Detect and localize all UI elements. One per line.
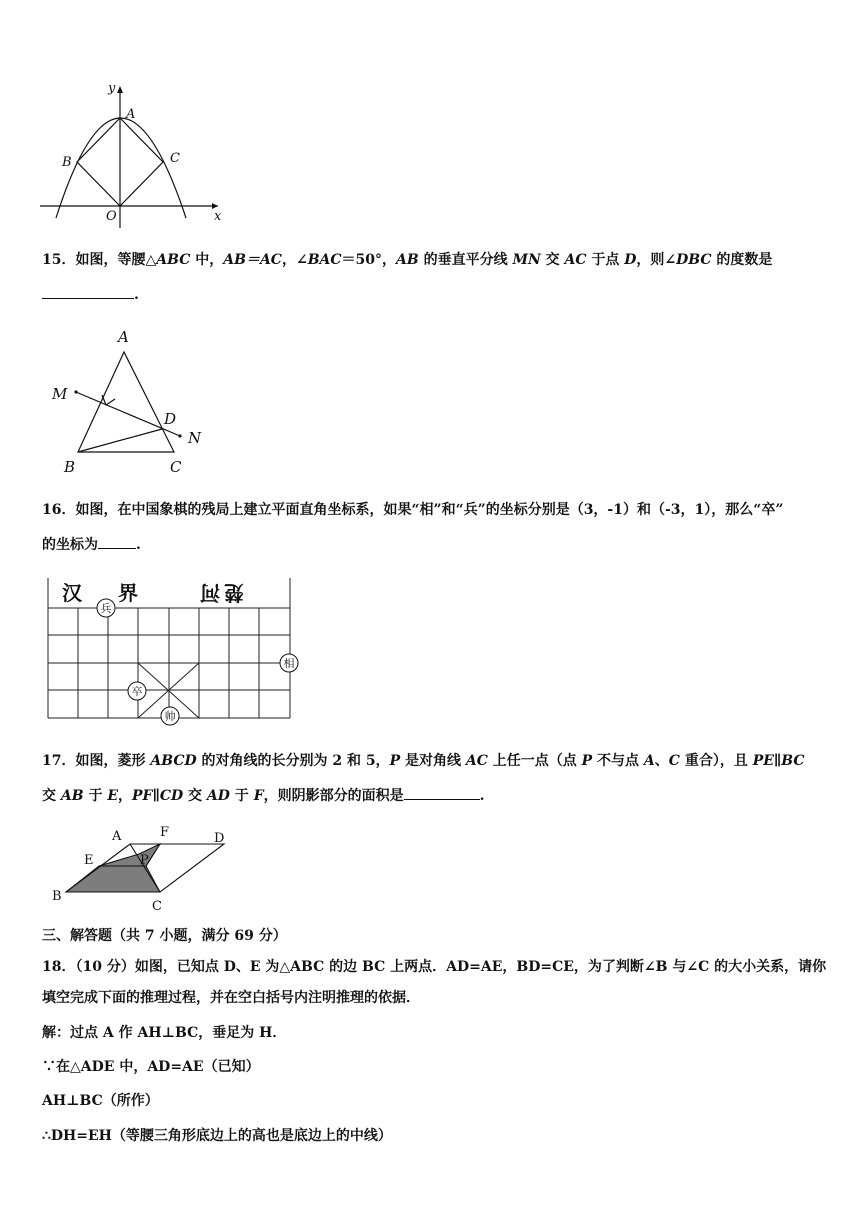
- question-15-answer-line: .: [42, 284, 139, 305]
- label-b: B: [62, 155, 72, 170]
- label-y: y: [108, 81, 116, 96]
- label-a: A: [112, 829, 122, 844]
- y-axis-arrow: [117, 86, 123, 93]
- label-d: D: [164, 410, 177, 428]
- label-n: N: [188, 429, 202, 447]
- label-b: B: [64, 458, 76, 476]
- label-c: C: [170, 151, 180, 166]
- svg-text:兵: 兵: [100, 602, 112, 615]
- question-17-line1: 17．如图，菱形 ABCD 的对角线的长分别为 2 和 5，P 是对角线 AC 上任一点（点 P 不与点 A、C 重合），且 PE∥BC: [42, 753, 805, 769]
- river-char-han: 汉: [62, 581, 82, 605]
- label-o: O: [106, 209, 117, 224]
- figure-chess-board: [40, 576, 310, 726]
- question-17-line2: 交 AB 于 E，PF∥CD 交 AD 于 F，则阴影部分的面积是 .: [42, 785, 485, 806]
- label-a: A: [126, 107, 136, 122]
- question-18-line6: ∴DH=EH（等腰三角形底边上的高也是底边上的中线）: [42, 1128, 392, 1144]
- label-e: E: [84, 853, 94, 868]
- river-char-jie: 界: [118, 581, 138, 605]
- question-18-line4: ∵在△ADE 中，AD=AE（已知）: [42, 1059, 260, 1075]
- question-18-line3: 解：过点 A 作 AH⊥BC，垂足为 H．: [42, 1025, 287, 1041]
- label-p: P: [140, 853, 149, 868]
- answer-blank[interactable]: [42, 284, 134, 299]
- question-18-line2: 填空完成下面的推理过程，并在空白括号内注明推理的依据．: [42, 990, 420, 1006]
- label-d: D: [214, 831, 225, 846]
- svg-text:帅: 帅: [164, 710, 176, 723]
- label-a: A: [118, 328, 129, 346]
- shaded-triangle: [99, 844, 160, 866]
- parabola-curve: [56, 118, 186, 218]
- river-char-he: 河: [200, 581, 220, 605]
- question-16-line1: 16．如图，在中国象棋的残局上建立平面直角坐标系，如果“相”和“兵”的坐标分别是（3，-1）和（-3，1），那么“卒”: [42, 502, 784, 518]
- label-c: C: [170, 458, 182, 476]
- label-c: C: [152, 899, 162, 914]
- question-18-line1: 18．（10 分）如图，已知点 D、E 为△ABC 的边 BC 上两点．AD=AE，BD=CE，为了判断∠B 与∠C 的大小关系，请你: [42, 959, 827, 975]
- question-16-line2: 的坐标为 .: [42, 534, 141, 555]
- triangle-abc: [78, 352, 177, 452]
- answer-blank[interactable]: [404, 785, 480, 800]
- segment-bd: [78, 429, 162, 452]
- label-b: B: [52, 889, 62, 904]
- river-char-chu: 楚: [224, 581, 244, 605]
- label-f: F: [160, 825, 170, 840]
- svg-text:相: 相: [283, 657, 295, 670]
- section-heading: 三、解答题（共 7 小题，满分 69 分）: [42, 928, 287, 944]
- figure-parabola-square: [36, 78, 236, 238]
- figure-rhombus: [48, 822, 238, 914]
- label-x: x: [214, 209, 222, 224]
- answer-blank[interactable]: [98, 534, 136, 549]
- question-18-line5: AH⊥BC（所作）: [42, 1093, 159, 1109]
- figure-triangle-bisector: [48, 322, 218, 482]
- question-15: 15．如图，等腰△ABC 中，AB＝AC，∠BAC＝50°，AB 的垂直平分线 MN 交 AC 于点 D，则∠DBC 的度数是: [42, 252, 773, 268]
- svg-text:卒: 卒: [131, 685, 143, 698]
- label-m: M: [52, 385, 68, 403]
